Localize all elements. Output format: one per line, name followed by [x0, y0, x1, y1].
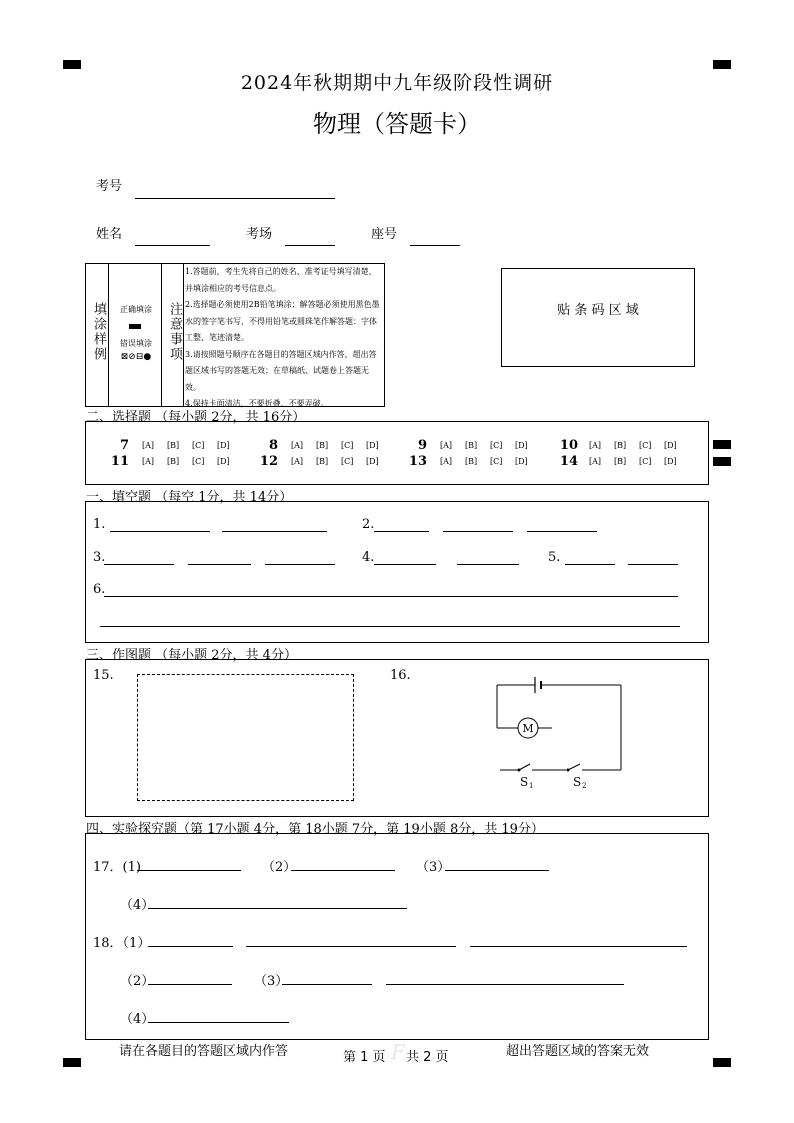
question-number: （4） [120, 898, 155, 913]
barcode-area [501, 268, 695, 367]
sample-label: 填涂样例 [91, 302, 106, 362]
question-number: 1. [93, 517, 106, 532]
circuit-diagram [490, 672, 640, 792]
option-bubble[interactable]: [A] [142, 441, 155, 450]
choice-question-number: 12 [259, 454, 278, 469]
answer-line[interactable] [565, 564, 615, 565]
answer-line[interactable] [148, 946, 233, 947]
option-bubble[interactable]: [B] [316, 441, 329, 450]
answer-line[interactable] [265, 564, 335, 565]
option-bubble[interactable]: [A] [589, 457, 602, 466]
answer-line[interactable] [628, 564, 678, 565]
option-bubble[interactable]: [D] [366, 457, 379, 466]
question-number: 18．（1） [93, 936, 151, 951]
seat-label: 座号 [371, 227, 398, 242]
footer-left-note: 请在各题目的答题区域内作答 [119, 1044, 289, 1059]
drawing-area[interactable] [137, 674, 354, 801]
switch-s1-subscript: 1 [529, 782, 534, 790]
option-bubble[interactable]: [D] [366, 441, 379, 450]
answer-line[interactable] [445, 870, 549, 871]
choice-question-number: 9 [417, 438, 427, 453]
watermark-logo: F [391, 1040, 405, 1064]
name-label: 姓名 [96, 227, 123, 242]
option-bubble[interactable]: [D] [217, 457, 230, 466]
option-bubble[interactable]: [C] [490, 441, 503, 450]
answer-line[interactable] [104, 564, 174, 565]
option-bubble[interactable]: [B] [167, 457, 180, 466]
fill-answer-area [85, 501, 709, 643]
option-bubble[interactable]: [B] [316, 457, 329, 466]
option-bubble[interactable]: [C] [490, 457, 503, 466]
correct-fill-label: 正确填涂 [120, 305, 152, 314]
choice-question-number: 11 [110, 454, 129, 469]
registration-mark [713, 457, 731, 466]
section-heading-fill: 一、填空题 （每空 1分，共 14分） [86, 490, 293, 505]
question-number: 17．(1) [93, 860, 141, 875]
answer-line[interactable] [148, 908, 407, 909]
section-heading-draw: 三、作图题 （每小题 2分，共 4分） [86, 648, 297, 663]
seat-field[interactable] [410, 245, 460, 246]
question-number: 15. [93, 668, 114, 683]
option-bubble[interactable]: [C] [341, 441, 354, 450]
registration-mark [713, 440, 731, 449]
exam-no-field[interactable] [135, 198, 335, 199]
answer-line[interactable] [100, 626, 680, 627]
switch-s2-label: S [573, 775, 582, 789]
option-bubble[interactable]: [B] [614, 441, 627, 450]
footer-right-note: 超出答题区域的答案无效 [506, 1044, 650, 1059]
registration-mark [63, 1058, 81, 1067]
note-item: 3.请按照题号顺序在各题目的答题区域内作答，超出答题区域书写的答题无效；在草稿纸、试题卷上答题无效。 [185, 349, 377, 392]
option-bubble[interactable]: [D] [664, 441, 677, 450]
name-field[interactable] [135, 245, 210, 246]
answer-line[interactable] [246, 946, 456, 947]
answer-line[interactable] [457, 564, 519, 565]
section-heading-choice: 二、选择题 （每小题 2分，共 16分） [86, 410, 306, 425]
choice-question-number: 10 [559, 438, 578, 453]
page-total: 共 2 页 [406, 1050, 449, 1065]
switch-s2-subscript: 2 [582, 782, 587, 790]
option-bubble[interactable]: [A] [291, 441, 304, 450]
question-number: （2） [120, 974, 155, 989]
option-bubble[interactable]: [C] [341, 457, 354, 466]
wrong-fill-sample: ⊠⊘⊟● [120, 352, 152, 362]
answer-line[interactable] [222, 531, 327, 532]
option-bubble[interactable]: [B] [167, 441, 180, 450]
note-item: 4.保持卡面清洁，不要折叠、不要弄破。 [185, 399, 329, 408]
option-bubble[interactable]: [A] [440, 441, 453, 450]
page-title: 2024年秋期期中九年级阶段性调研 [240, 72, 554, 94]
choice-question-number: 7 [119, 438, 129, 453]
answer-line[interactable] [148, 984, 232, 985]
question-number: 16. [390, 668, 411, 683]
option-bubble[interactable]: [C] [639, 457, 652, 466]
choice-question-number: 14 [559, 454, 578, 469]
section-heading-experiment: 四、实验探究题（第 17小题 4分，第 18小题 7分，第 19小题 8分，共 19分） [86, 822, 544, 837]
page-indicator: 第 1 页 [343, 1050, 386, 1065]
answer-line[interactable] [137, 870, 241, 871]
option-bubble[interactable]: [A] [142, 457, 155, 466]
exam-no-label: 考号 [96, 179, 123, 194]
instructions-table [85, 263, 385, 407]
switch-s1-label: S [520, 775, 529, 789]
answer-line[interactable] [188, 564, 251, 565]
question-number: 3. [93, 550, 106, 565]
choice-answer-area [85, 421, 709, 485]
answer-line[interactable] [104, 596, 678, 597]
answer-line[interactable] [374, 531, 429, 532]
page-subtitle: 物理（答题卡） [313, 110, 481, 138]
question-number: （3） [416, 860, 451, 875]
question-number: （4） [120, 1012, 155, 1027]
note-item: 2.选择题必须使用2B铅笔填涂；解答题必须使用黑色墨水的签字笔书写，不得用铅笔或圆珠笔作解答题：字体工整、笔迹清楚。 [185, 300, 380, 342]
option-bubble[interactable]: [D] [515, 457, 528, 466]
option-bubble[interactable]: [C] [639, 441, 652, 450]
choice-question-number: 8 [268, 438, 278, 453]
notice-label: 注意事项 [167, 302, 182, 362]
question-number: 6. [93, 582, 106, 597]
room-label: 考场 [246, 227, 273, 242]
option-bubble[interactable]: [C] [192, 441, 205, 450]
question-number: 5. [548, 550, 561, 565]
answer-line[interactable] [110, 531, 210, 532]
option-bubble[interactable]: [A] [589, 441, 602, 450]
registration-mark [713, 1058, 731, 1067]
correct-fill-sample [129, 324, 141, 329]
experiment-answer-area [85, 833, 709, 1040]
choice-question-number: 13 [408, 454, 427, 469]
motor-label: M [522, 722, 534, 735]
option-bubble[interactable]: [A] [440, 457, 453, 466]
question-number: （3） [254, 974, 289, 989]
room-field[interactable] [285, 245, 335, 246]
answer-line[interactable] [470, 946, 687, 947]
switch-s1 [519, 764, 530, 770]
note-item: 1.答题前，考生先将自己的姓名、准考证号填写清楚，并填涂相应的考号信息点。 [185, 267, 377, 293]
question-number: 2. [362, 517, 375, 532]
answer-line[interactable] [374, 564, 436, 565]
barcode-label: 贴 条 码 区 域 [557, 303, 639, 318]
answer-line[interactable] [148, 1022, 289, 1023]
answer-line[interactable] [291, 870, 395, 871]
option-bubble[interactable]: [A] [291, 457, 304, 466]
option-bubble[interactable]: [D] [515, 441, 528, 450]
answer-line[interactable] [527, 531, 597, 532]
option-bubble[interactable]: [C] [192, 457, 205, 466]
answer-line[interactable] [282, 984, 372, 985]
wrong-fill-label: 错误填涂 [120, 339, 152, 348]
option-bubble[interactable]: [D] [217, 441, 230, 450]
question-number: （2） [262, 860, 297, 875]
option-bubble[interactable]: [B] [465, 457, 478, 466]
answer-line[interactable] [443, 531, 513, 532]
answer-line[interactable] [386, 984, 624, 985]
option-bubble[interactable]: [D] [664, 457, 677, 466]
question-number: 4. [362, 550, 375, 565]
switch-s2 [568, 764, 580, 770]
option-bubble[interactable]: [B] [614, 457, 627, 466]
option-bubble[interactable]: [B] [465, 441, 478, 450]
